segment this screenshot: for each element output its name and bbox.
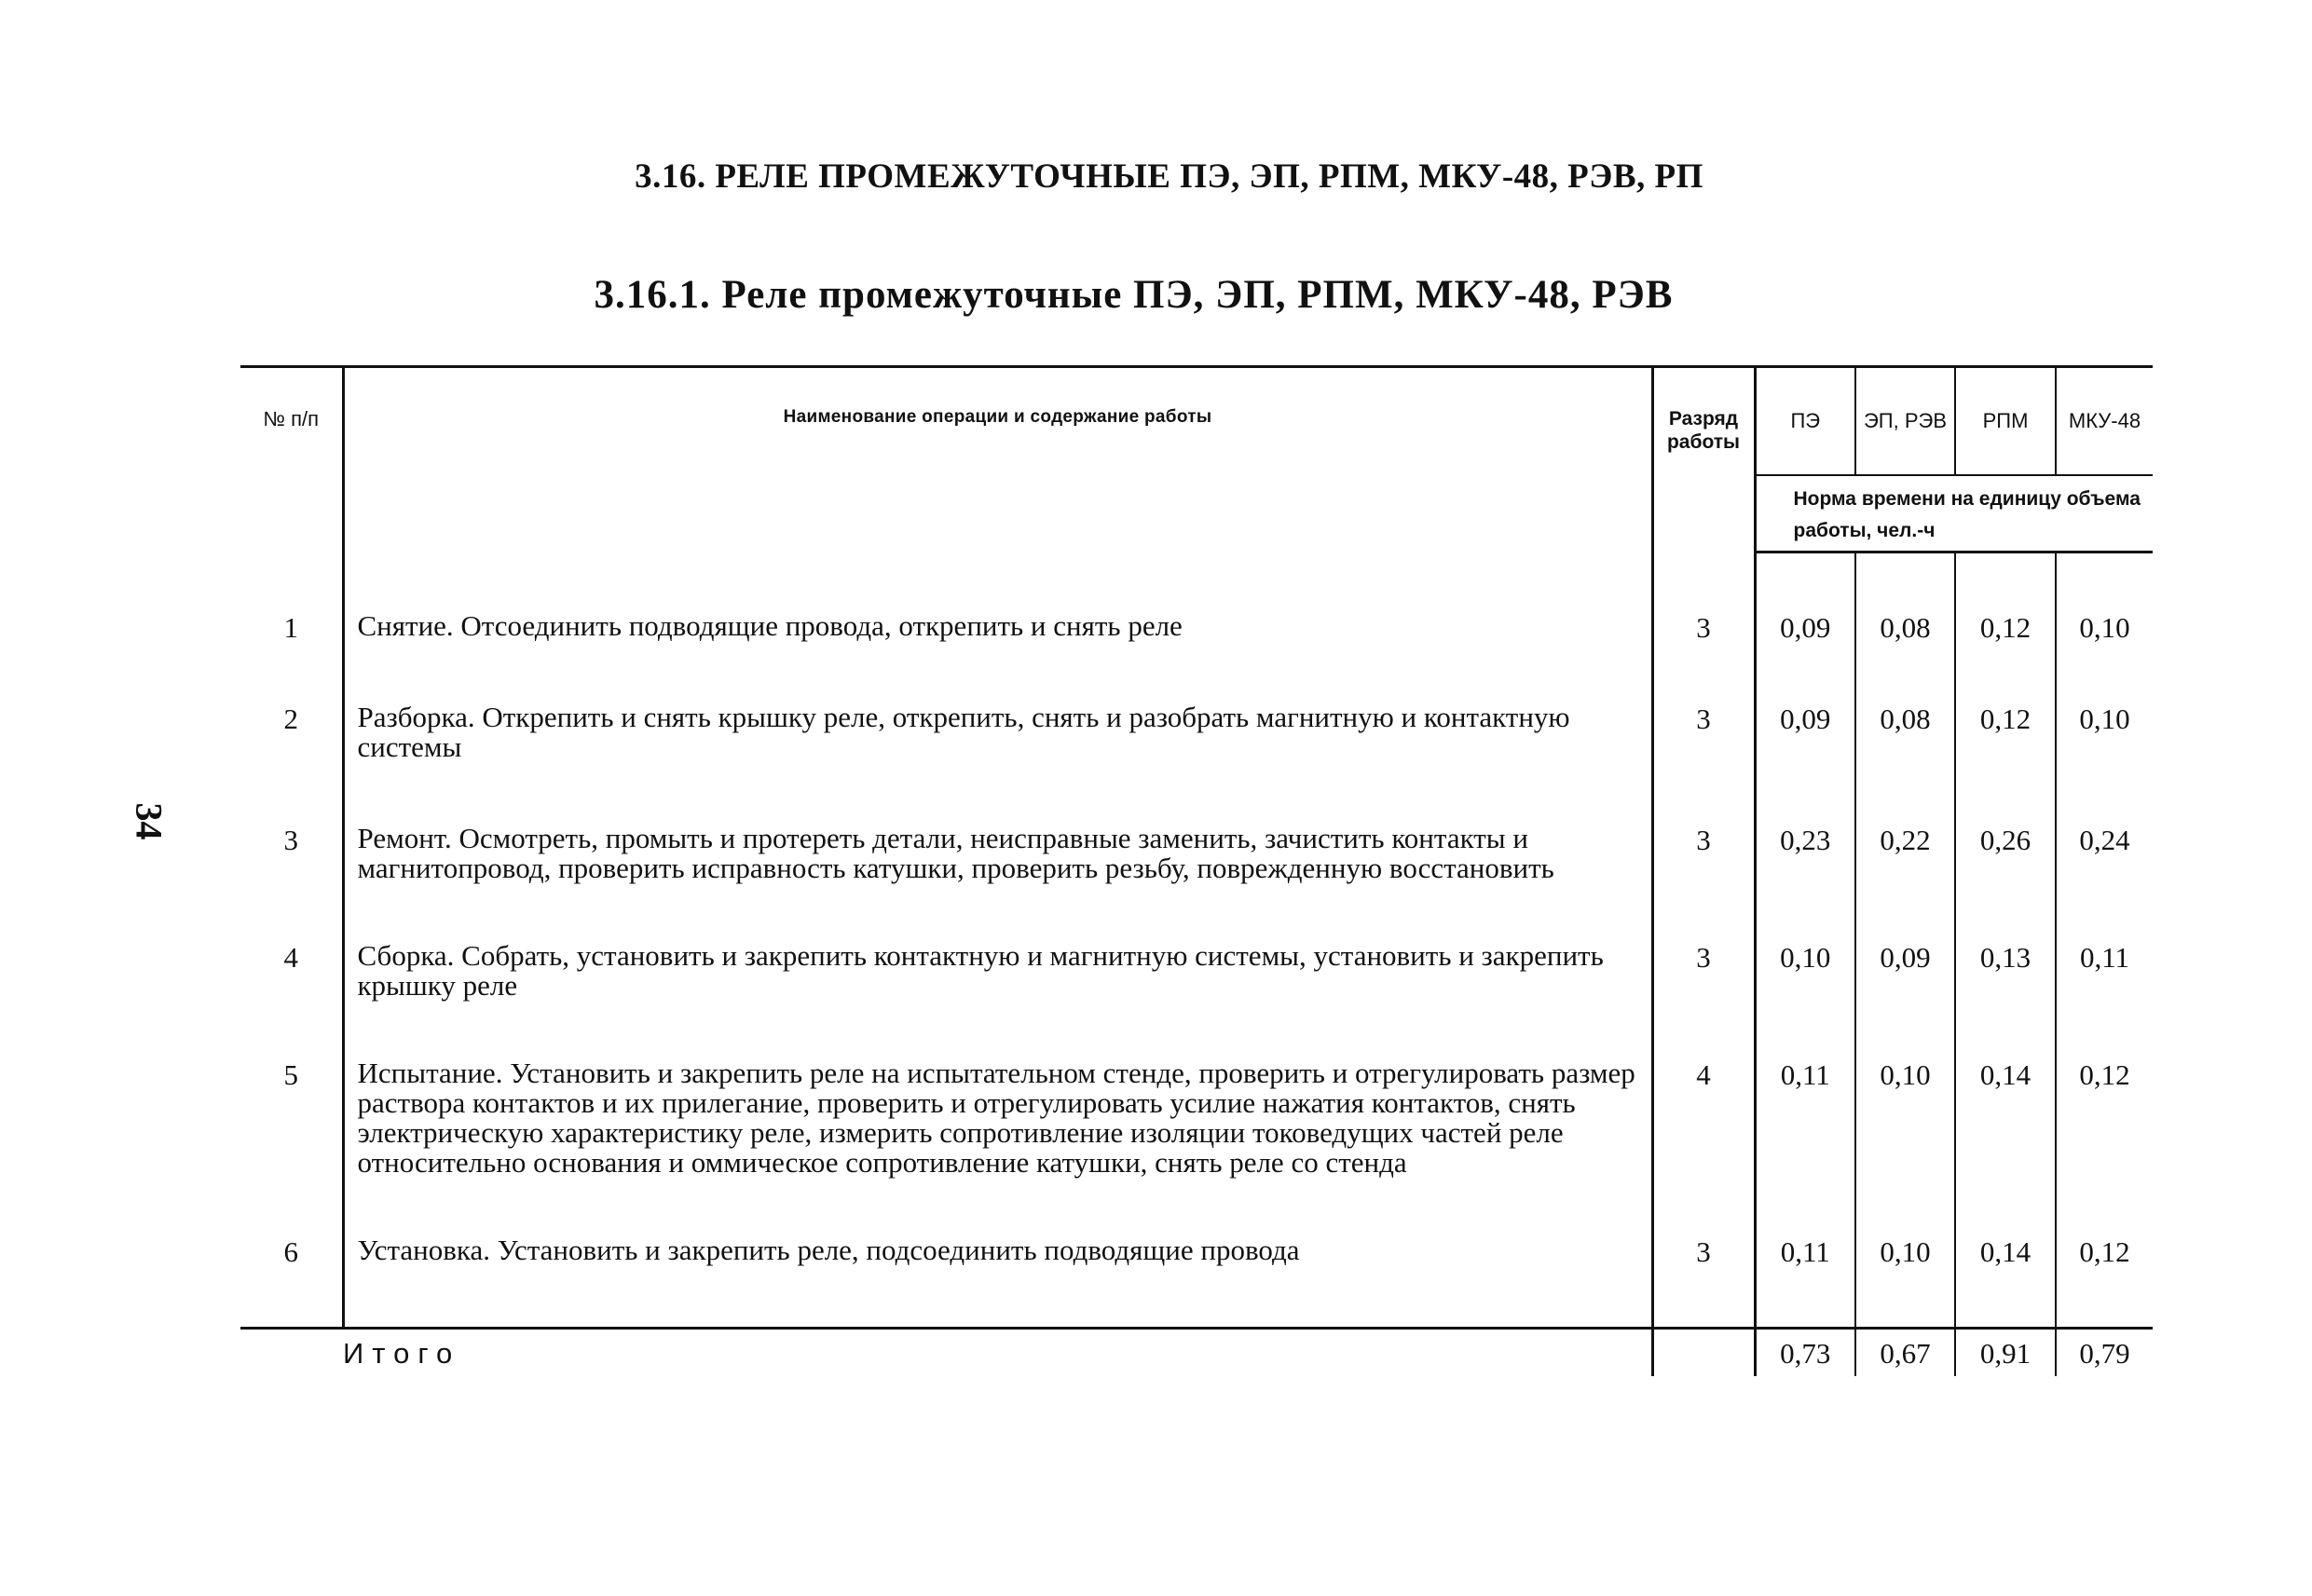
row-text: Испытание. Установить и закрепить реле на испытательном стенде, проверить и отрегулировать размер раствора контактов и их прилегание, проверить и отрегулировать усилие нажатия контактов, снять электрическую характеристику реле, измерить сопротивление изоляции токоведущих частей реле относительно основания и оммическое сопротивление катушки, снять реле со стенда xyxy=(343,1058,1652,1178)
total-value-pe: 0,73 xyxy=(1755,1329,1855,1377)
row-value-ep-rev: 0,08 xyxy=(1855,703,1955,762)
total-value-rpm: 0,91 xyxy=(1955,1329,2056,1377)
header-col-ep-rev: ЭП, РЭВ xyxy=(1855,367,1955,476)
total-label: Итого xyxy=(240,1329,1652,1377)
row-value-rpm: 0,12 xyxy=(1955,703,2056,762)
table-row xyxy=(240,611,2153,645)
row-grade: 4 xyxy=(1652,1058,1755,1178)
total-value-mku48: 0,79 xyxy=(2056,1329,2153,1377)
row-num: 3 xyxy=(283,824,298,856)
operations-table xyxy=(240,365,2153,1376)
row-value-rpm: 0,14 xyxy=(1955,1235,2056,1269)
header-col-rpm: РПМ xyxy=(1955,367,2056,476)
row-num: 4 xyxy=(283,941,298,974)
row-value-mku48: 0,12 xyxy=(2056,1058,2153,1178)
row-grade: 3 xyxy=(1652,703,1755,762)
section-title: 3.16. РЕЛЕ ПРОМЕЖУТОЧНЫЕ ПЭ, ЭП, РПМ, МКУ-48, РЭВ, РП xyxy=(635,157,1703,196)
row-value-pe: 0,09 xyxy=(1755,611,1855,645)
row-value-ep-rev: 0,10 xyxy=(1855,1058,1955,1178)
header-num: № п/п xyxy=(240,367,343,552)
table-row xyxy=(240,1235,2153,1269)
total-grade-empty xyxy=(1652,1329,1755,1377)
row-value-pe: 0,11 xyxy=(1755,1058,1855,1178)
row-num: 6 xyxy=(283,1235,298,1268)
row-value-ep-rev: 0,10 xyxy=(1855,1235,1955,1269)
row-value-ep-rev: 0,22 xyxy=(1855,824,1955,883)
row-value-mku48: 0,12 xyxy=(2056,1235,2153,1269)
page-number: 34 xyxy=(128,802,171,840)
table-row xyxy=(240,824,2153,883)
row-value-mku48: 0,10 xyxy=(2056,703,2153,762)
row-text: Снятие. Отсоединить подводящие провода, открепить и снять реле xyxy=(343,611,1652,645)
table-row xyxy=(240,941,2153,1001)
row-grade: 3 xyxy=(1652,824,1755,883)
row-grade: 3 xyxy=(1652,1235,1755,1269)
header-col-pe: ПЭ xyxy=(1755,367,1855,476)
subsection-title: 3.16.1. Реле промежуточные ПЭ, ЭП, РПМ, МКУ-48, РЭВ xyxy=(594,273,1674,317)
header-grade: Разряд работы xyxy=(1652,367,1755,552)
row-value-pe: 0,10 xyxy=(1755,941,1855,1001)
header-name: Наименование операции и содержание работы xyxy=(343,367,1652,552)
table-row xyxy=(240,1058,2153,1178)
total-row xyxy=(240,1329,2153,1377)
row-value-mku48: 0,10 xyxy=(2056,611,2153,645)
row-value-ep-rev: 0,09 xyxy=(1855,941,1955,1001)
row-num: 5 xyxy=(283,1058,298,1091)
row-grade: 3 xyxy=(1652,941,1755,1001)
row-value-rpm: 0,12 xyxy=(1955,611,2056,645)
header-col-mku48: МКУ-48 xyxy=(2056,367,2153,476)
row-text: Разборка. Открепить и снять крышку реле, открепить, снять и разобрать магнитную и контактную системы xyxy=(343,703,1652,762)
row-num: 2 xyxy=(283,703,298,735)
row-grade: 3 xyxy=(1652,611,1755,645)
row-value-pe: 0,11 xyxy=(1755,1235,1855,1269)
row-num: 1 xyxy=(283,611,298,644)
row-value-rpm: 0,13 xyxy=(1955,941,2056,1001)
row-text: Установка. Установить и закрепить реле, подсоединить подводящие провода xyxy=(343,1235,1652,1269)
row-value-rpm: 0,26 xyxy=(1955,824,2056,883)
header-norm: Норма времени на единицу объема работы, чел.-ч xyxy=(1755,475,2153,552)
row-value-mku48: 0,11 xyxy=(2056,941,2153,1001)
row-value-pe: 0,09 xyxy=(1755,703,1855,762)
total-value-ep-rev: 0,67 xyxy=(1855,1329,1955,1377)
row-value-mku48: 0,24 xyxy=(2056,824,2153,883)
row-text: Ремонт. Осмотреть, промыть и протереть детали, неисправные заменить, зачистить контакты и магнитопровод, проверить исправность катушки, проверить резьбу, поврежденную восстановить xyxy=(343,824,1652,883)
row-value-pe: 0,23 xyxy=(1755,824,1855,883)
row-value-rpm: 0,14 xyxy=(1955,1058,2056,1178)
row-value-ep-rev: 0,08 xyxy=(1855,611,1955,645)
row-text: Сборка. Собрать, установить и закрепить контактную и магнитную системы, установить и закрепить крышку реле xyxy=(343,941,1652,1001)
table-header-row-1 xyxy=(240,367,2153,476)
table-row xyxy=(240,703,2153,762)
